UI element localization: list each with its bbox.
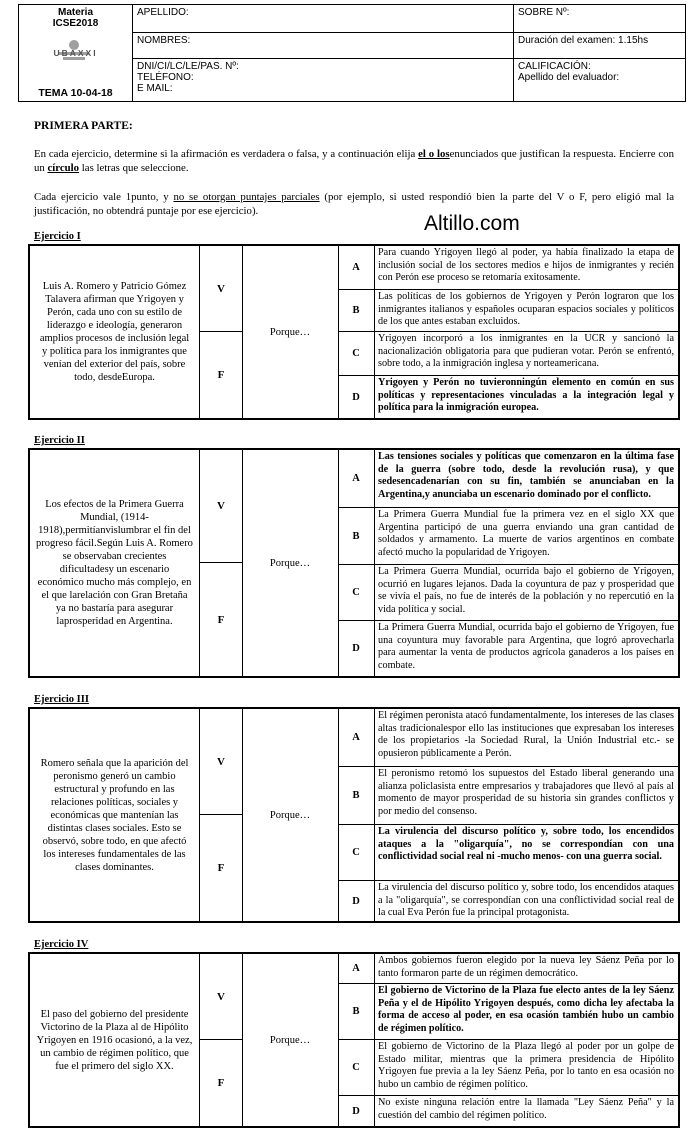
exercise-stem: Luis A. Romero y Patricio Gómez Talavera afirman que Yrigoyen y Perón, cada uno con su estilo de liderazgo e ideología, generaron amplios procesos de inclusión legal y política para los inmigrantes que venían del exterior del país, sobre todo, desdeEuropa. <box>30 246 200 418</box>
option-text: El gobierno de Victorino de la Plaza llegó al poder por un golpe de Estado militar, mientras que la primera presidencia de Hipólito Yrigoyen fue previa a la ley Sáenz Peña, por lo tanto en esa ocasión no hubo un cambio de régimen político. <box>378 1041 674 1090</box>
sobre-field[interactable]: SOBRE Nº: <box>514 5 686 33</box>
ubaxxi-logo-text: UBAXXI <box>53 48 98 58</box>
option-letter[interactable]: A <box>338 954 375 983</box>
justification-options <box>338 246 678 418</box>
justification-options <box>338 954 678 1126</box>
option-text: Yrigoyen incorporó a los inmigrantes en la UCR y sancionó la nacionalización obligatoria para que pudieran votar. Perón se enfrentó, sobre todo, a la inmigración inglesa y norteamericana. <box>378 333 674 369</box>
instructions-paragraph-1: En cada ejercicio, determine si la afirmación es verdadera o falsa, y a continuación elija el o losenunciados que justifican la respuesta. Encierre con un círculo las letras que seleccione. <box>34 148 674 174</box>
option-text: Ambos gobiernos fueron elegido por la nueva ley Sáenz Peña por lo tanto formaron parte de un régimen democrático. <box>378 955 674 979</box>
exercise-4-table <box>28 952 680 1128</box>
duracion-text: Duración del examen: 1.15hs <box>514 33 686 59</box>
exam-header <box>18 4 686 102</box>
justification-options <box>338 450 678 676</box>
option-letter[interactable]: C <box>338 565 375 620</box>
option-text: Las políticas de los gobiernos de Yrigoyen y Perón lograron que los inmigrantes italianos y españoles ocuparan espacios sociales y políticos de los que antes estaban excluidos. <box>378 291 674 327</box>
option-text: Para cuando Yrigoyen llegó al poder, ya había finalizado la etapa de inclusión social de los sectores medios e hijos de inmigrantes y recién con Perón ese proceso se retomaría exitosamente. <box>378 247 674 283</box>
option-b[interactable] <box>338 767 678 825</box>
option-letter[interactable]: B <box>338 984 375 1039</box>
porque-label: Porque… <box>242 246 339 418</box>
calificacion-field: CALIFICACIÓN: Apellido del evaluador: <box>514 59 686 102</box>
exercise-2-table <box>28 448 680 678</box>
contacto-field[interactable]: DNI/CI/LC/LE/PAS. Nº: TELÉFONO: E MAIL: <box>133 59 514 102</box>
option-text: La Primera Guerra Mundial fue la primera vez en el siglo XX que Argentina participó de una guerra enviando una gran cantidad de soldados y armamento. La muerte de varios argentinos en combate afectó mucho la popularidad de Yrigoyen. <box>378 509 674 558</box>
ubaxxi-logo-icon <box>19 37 130 89</box>
exercise-1-table <box>28 244 680 420</box>
tema-date: TEMA 10-04-18 <box>38 87 113 99</box>
option-d[interactable] <box>338 376 678 418</box>
true-false-column <box>200 954 243 1126</box>
option-d[interactable] <box>338 621 678 676</box>
option-text: La virulencia del discurso político y, sobre todo, los encendidos ataques a la "oligarquía", no se correspondían con una conflictividad social real ni -mucho menos- con una guerra social. <box>378 826 674 862</box>
option-text: El peronismo retomó los supuestos del Estado liberal generando una alianza policlasista entre empresarios y trabajadores que llevó al país al momento de mayor prosperidad de su historia sin grandes conflictos y por medio del consenso. <box>378 768 674 817</box>
exercise-stem: Romero señala que la aparición del peronismo generó un cambio estructural y profundo en las relaciones políticas, sociales y económicas que mantenían las distintas clases sociales. Esto se observó, sobre todo, en que afectó los intereses fundamentales de las clases dominantes. <box>30 709 200 921</box>
exercise-stem: Los efectos de la Primera Guerra Mundial, (1914-1918),permitíanvislumbrar el fin del progreso fácil.Según Luis A. Romero se observaban crecientes dificultadesy un escenario económico mucho más complejo, en el que larelación con Gran Bretaña ya no bastaría para asegurar laprosperidad en Argentina. <box>30 450 200 676</box>
justification-options <box>338 709 678 921</box>
option-text: La virulencia del discurso político y, sobre todo, los encendidos ataques a la "oligarquía", se correspondían con una conflictividad social real de la cual Eva Perón fue la principal protagonista. <box>378 882 674 918</box>
option-letter[interactable]: A <box>338 450 375 507</box>
exercise-3-table <box>28 707 680 923</box>
true-option[interactable]: V <box>200 709 242 815</box>
option-text: El gobierno de Victorino de la Plaza fue electo antes de la ley Sáenz Peña y el de Hipólito Yrigoyen después, como dicha ley afectaba la forma de acceso al poder, en esa ocasión también hubo un cambio de régimen político. <box>378 985 674 1034</box>
option-text: La Primera Guerra Mundial, ocurrida bajo el gobierno de Yrigoyen, ocurrió en lugares lejanos. Dada la coyuntura de paz y prosperidad que se vivía el país, no fue de interés de la población y no repercutió en la vida política y social. <box>378 566 674 615</box>
option-b[interactable] <box>338 984 678 1040</box>
option-letter[interactable]: C <box>338 1040 375 1095</box>
porque-label: Porque… <box>242 954 339 1126</box>
false-option[interactable]: F <box>217 613 225 626</box>
option-c[interactable] <box>338 332 678 376</box>
section-title: PRIMERA PARTE: <box>34 120 133 132</box>
option-letter[interactable]: B <box>338 290 375 331</box>
option-letter[interactable]: B <box>338 767 375 824</box>
exercise-title: Ejercicio IV <box>34 939 89 950</box>
option-a[interactable] <box>338 954 678 984</box>
option-c[interactable] <box>338 825 678 881</box>
option-letter[interactable]: C <box>338 332 375 375</box>
true-false-column <box>200 709 243 921</box>
true-option[interactable]: V <box>200 954 242 1040</box>
option-letter[interactable]: A <box>338 246 375 289</box>
materia-value: ICSE2018 <box>52 18 99 29</box>
option-text: Las tensiones sociales y políticas que comenzaron en la última fase de la guerra (sobre todo, desde la revolución rusa), y que sedesencadenarían con su fin, también se anunciaban en la Argentina,y anunciaba un escenario dominado por el conflicto. <box>378 451 674 500</box>
option-letter[interactable]: B <box>338 508 375 564</box>
option-c[interactable] <box>338 565 678 621</box>
false-option[interactable]: F <box>217 1077 225 1089</box>
option-text: Yrigoyen y Perón no tuvieronningún elemento en común en sus políticas y representaciones vinculadas a la integración legal y política para la inmigración europea. <box>378 377 674 413</box>
apellido-field[interactable]: APELLIDO: <box>133 5 514 33</box>
exercise-title: Ejercicio III <box>34 694 89 705</box>
option-letter[interactable]: A <box>338 709 375 766</box>
exercise-title: Ejercicio I <box>34 231 81 242</box>
option-text: No existe ninguna relación entre la llamada "Ley Sáenz Peña" y la cuestión del cambio del régimen político. <box>378 1097 674 1121</box>
option-text: La Primera Guerra Mundial, ocurrida bajo el gobierno de Yrigoyen, fue una coyuntura muy favorable para Argentina, que logró aprovecharla para aumentar la venta de productos agrícola ganaderos a los países en combate. <box>378 622 674 671</box>
true-option[interactable]: V <box>200 450 242 563</box>
option-letter[interactable]: D <box>338 621 375 676</box>
true-option[interactable]: V <box>200 246 242 332</box>
option-d[interactable] <box>338 1096 678 1126</box>
option-letter[interactable]: C <box>338 825 375 880</box>
false-option[interactable]: F <box>217 862 225 874</box>
option-letter[interactable]: D <box>338 881 375 921</box>
option-letter[interactable]: D <box>338 1096 375 1126</box>
false-option[interactable]: F <box>217 369 225 381</box>
exercise-title: Ejercicio II <box>34 435 85 446</box>
option-a[interactable] <box>338 709 678 767</box>
materia-label: Materia <box>57 7 93 18</box>
option-d[interactable] <box>338 881 678 921</box>
porque-label: Porque… <box>242 709 339 921</box>
watermark-text: Altillo.com <box>424 212 520 235</box>
true-false-column <box>200 246 243 418</box>
nombres-field[interactable]: NOMBRES: <box>133 33 514 59</box>
option-letter[interactable]: D <box>338 376 375 418</box>
exercise-stem: El paso del gobierno del presidente Victorino de la Plaza al de Hipólito Yrigoyen en 1916 ocasionó, a la vez, un cambio de régimen político, que fue el primero del siglo XX. <box>30 954 200 1126</box>
option-a[interactable] <box>338 450 678 508</box>
option-text: El régimen peronista atacó fundamentalmente, los intereses de las clases altas tradicionalespor ello las instituciones que expresaban los intereses de los propietarios -la Sociedad Rural, la Unión Industrial etc.- se opusieron públicamente a Perón. <box>378 710 674 759</box>
option-c[interactable] <box>338 1040 678 1096</box>
subject-logo-cell <box>19 5 133 102</box>
true-false-column <box>200 450 243 676</box>
option-a[interactable] <box>338 246 678 290</box>
instructions-paragraph-2: Cada ejercicio vale 1punto, y no se otorgan puntajes parciales (por ejemplo, si usted respondió bien la parte del V o F, pero eligió mal la justificación, no obtendrá puntaje por ese ejercicio). <box>34 191 675 217</box>
option-b[interactable] <box>338 290 678 332</box>
porque-label: Porque… <box>242 450 339 676</box>
option-b[interactable] <box>338 508 678 565</box>
